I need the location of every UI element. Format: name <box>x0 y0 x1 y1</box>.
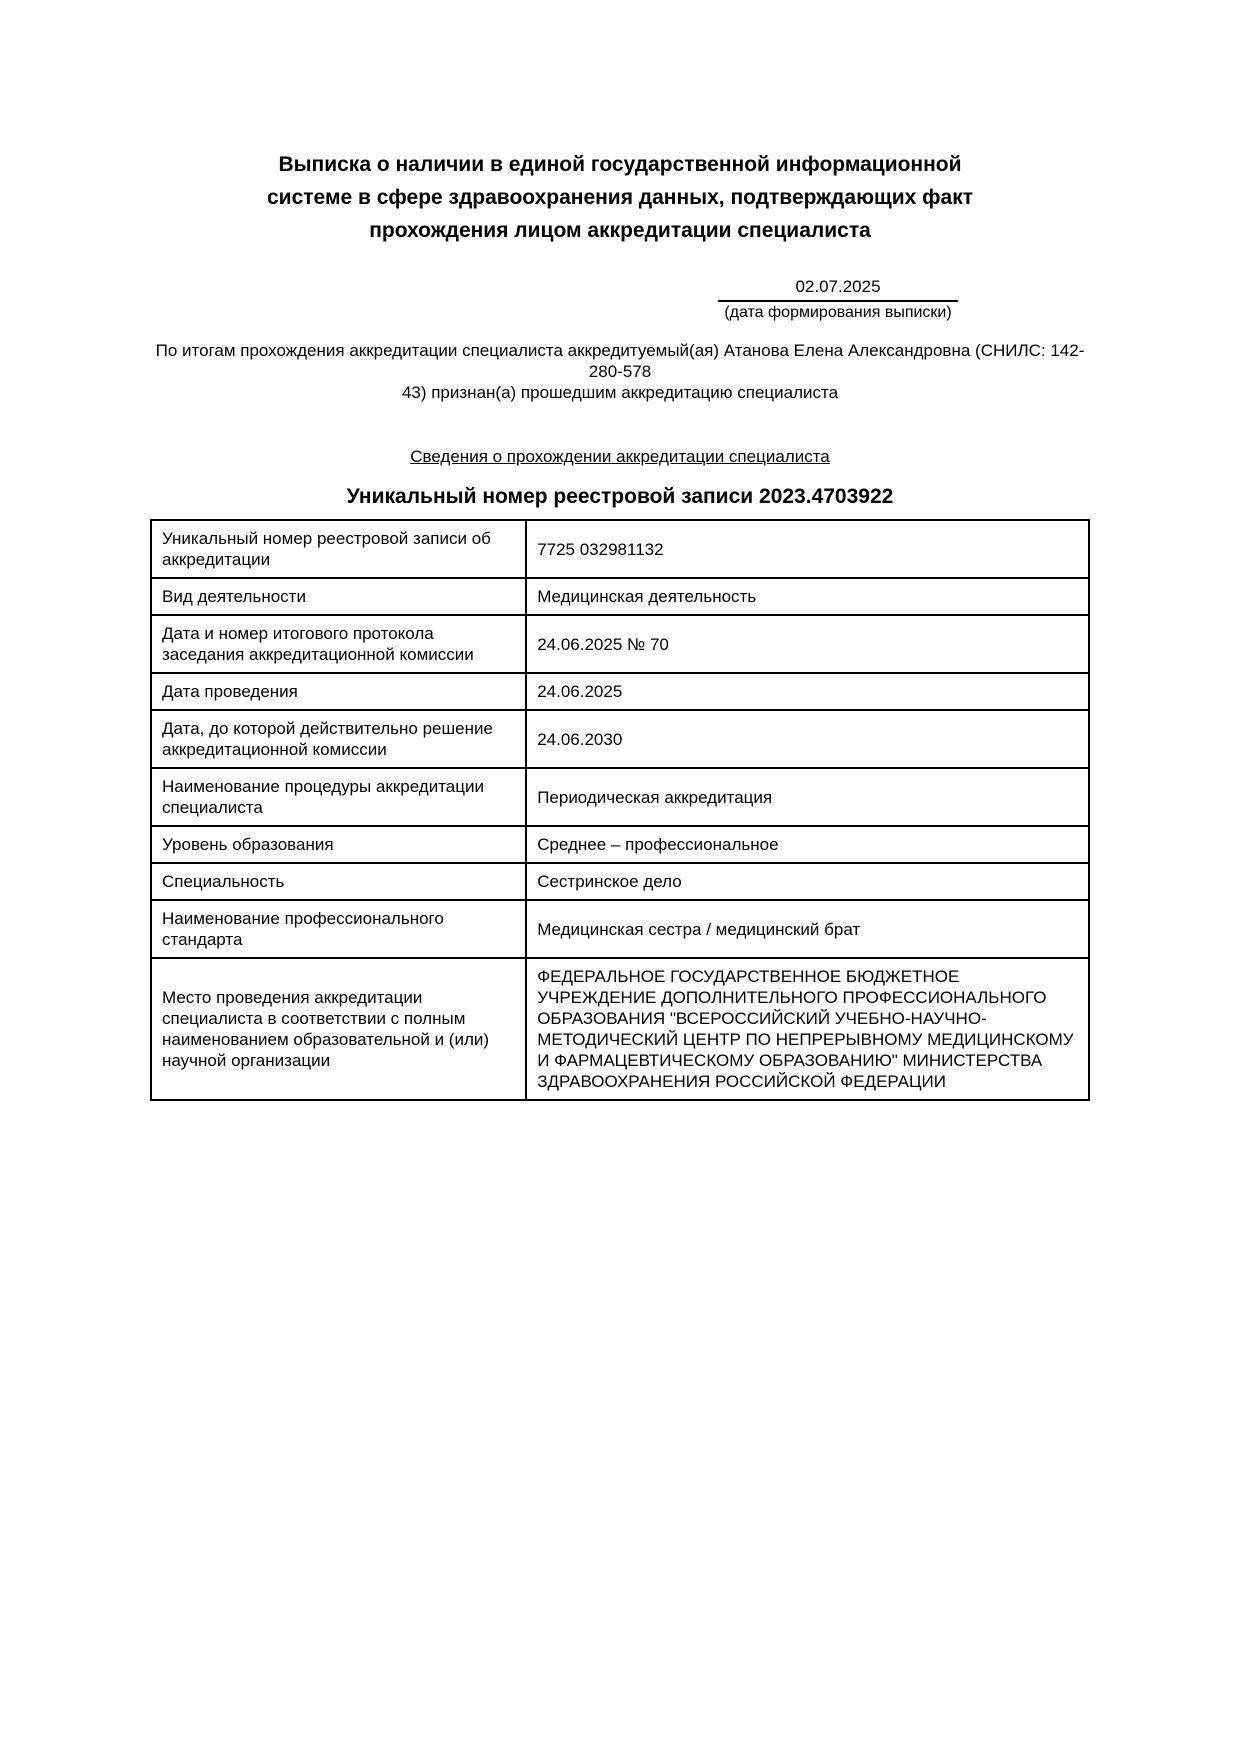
row-value: Сестринское дело <box>526 863 1089 900</box>
table-row <box>151 615 1089 673</box>
accreditation-table <box>150 519 1090 1101</box>
intro-line-2: 43) признан(а) прошедшим аккредитацию специалиста <box>401 383 839 402</box>
section-heading: Сведения о прохождении аккредитации специалиста <box>410 447 830 466</box>
table-row <box>151 520 1089 578</box>
row-label: Наименование профессионального стандарта <box>151 900 526 958</box>
registry-number-heading: Уникальный номер реестровой записи 2023.4703922 <box>346 485 894 508</box>
row-label: Уникальный номер реестровой записи об аккредитации <box>151 520 526 578</box>
table-row <box>151 900 1089 958</box>
table-row <box>151 710 1089 768</box>
formation-date: 02.07.2025 <box>718 277 958 302</box>
document-title <box>150 0 1090 247</box>
document-body <box>150 0 1090 1101</box>
row-label: Специальность <box>151 863 526 900</box>
row-value: 7725 032981132 <box>526 520 1089 578</box>
row-value: 24.06.2030 <box>526 710 1089 768</box>
table-row <box>151 768 1089 826</box>
table-row <box>151 673 1089 710</box>
intro-paragraph <box>150 340 1090 403</box>
row-value: Среднее – профессиональное <box>526 826 1089 863</box>
formation-date-block <box>718 277 958 323</box>
table-row <box>151 826 1089 863</box>
formation-date-caption: (дата формирования выписки) <box>724 304 952 321</box>
table-row <box>151 578 1089 615</box>
row-label: Дата проведения <box>151 673 526 710</box>
row-label: Наименование процедуры аккредитации специалиста <box>151 768 526 826</box>
document-title-line-1: Выписка о наличии в единой государственной информационной <box>278 153 962 176</box>
row-label: Место проведения аккредитации специалиста в соответствии с полным наименованием образовательной и (или) научной организации <box>151 958 526 1100</box>
row-value: Периодическая аккредитация <box>526 768 1089 826</box>
row-value: Медицинская сестра / медицинский брат <box>526 900 1089 958</box>
row-label: Уровень образования <box>151 826 526 863</box>
table-row <box>151 958 1089 1100</box>
row-value: 24.06.2025 <box>526 673 1089 710</box>
document-title-line-3: прохождения лицом аккредитации специалиста <box>369 219 871 242</box>
row-value: ФЕДЕРАЛЬНОЕ ГОСУДАРСТВЕННОЕ БЮДЖЕТНОЕ УЧРЕЖДЕНИЕ ДОПОЛНИТЕЛЬНОГО ПРОФЕССИОНАЛЬНОГО ОБРАЗОВАНИЯ "ВСЕРОССИЙСКИЙ УЧЕБНО-НАУЧНО-МЕТОДИЧЕСКИЙ ЦЕНТР ПО НЕПРЕРЫВНОМУ МЕДИЦИНСКОМУ И ФАРМАЦЕВТИЧЕСКОМУ ОБРАЗОВАНИЮ" МИНИСТЕРСТВА ЗДРАВООХРАНЕНИЯ РОССИЙСКОЙ ФЕДЕРАЦИИ <box>526 958 1089 1100</box>
row-label: Дата, до которой действительно решение аккредитационной комиссии <box>151 710 526 768</box>
row-value: 24.06.2025 № 70 <box>526 615 1089 673</box>
row-label: Дата и номер итогового протокола заседания аккредитационной комиссии <box>151 615 526 673</box>
table-row <box>151 863 1089 900</box>
row-label: Вид деятельности <box>151 578 526 615</box>
intro-line-1: По итогам прохождения аккредитации специалиста аккредитуемый(ая) Атанова Елена Александровна (СНИЛС: 142-280-578 <box>155 341 1085 381</box>
document-title-line-2: системе в сфере здравоохранения данных, подтверждающих факт <box>266 186 973 209</box>
row-value: Медицинская деятельность <box>526 578 1089 615</box>
